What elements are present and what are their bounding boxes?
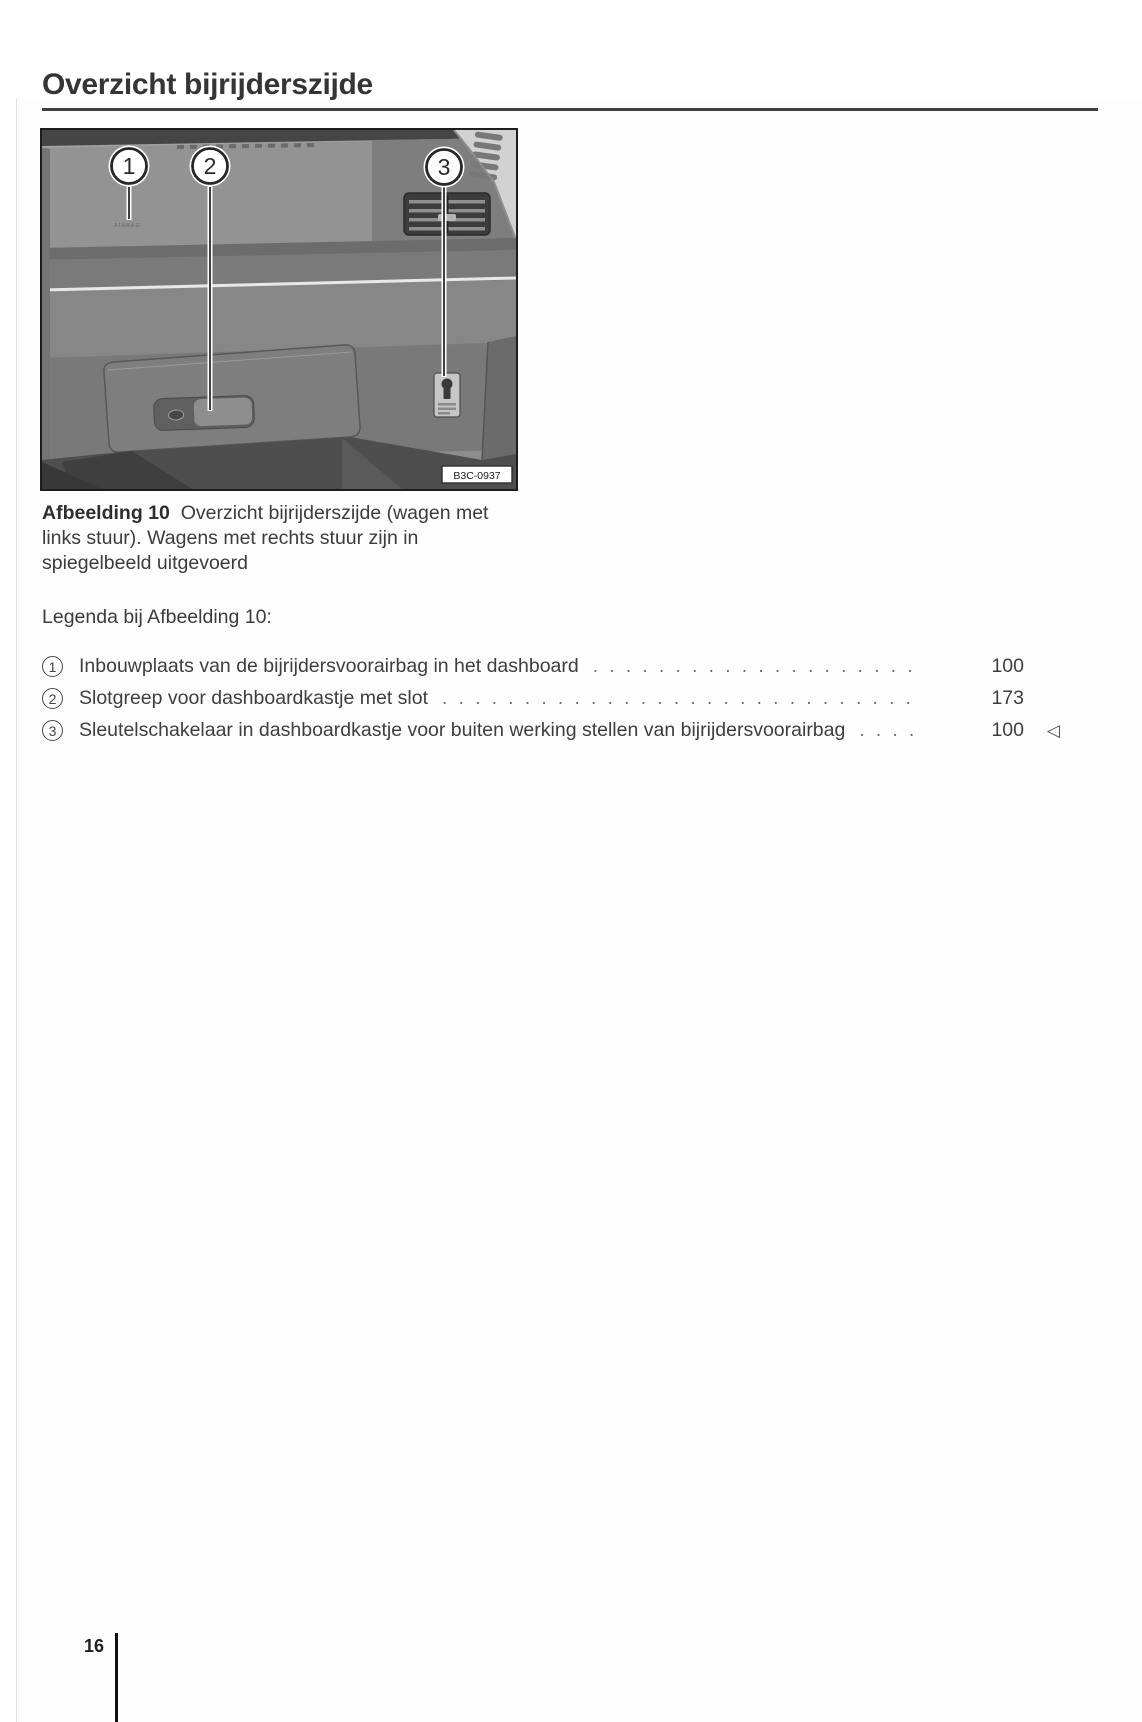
legend-item: [42, 687, 1060, 710]
legend-item-page-ref: 100: [991, 719, 1024, 741]
callout-1-marker: [109, 146, 150, 187]
callout-2-number: 2: [203, 153, 217, 179]
legend-item: [42, 719, 1060, 742]
callout-2-marker: [190, 146, 231, 187]
dashboard-photo: [42, 130, 516, 489]
legend-item-number-circle: 2: [42, 688, 63, 709]
figure-caption: [42, 501, 500, 576]
title-rule: [42, 108, 1098, 111]
figure-caption-text: Overzicht bijrijderszijde (wagen met links stuur). Wagens met rechts stuur zijn in spiegelbeeld uitgevoerd: [42, 502, 489, 574]
page-title: Overzicht bijrijderszijde: [42, 68, 373, 101]
figure-code-label: [442, 466, 512, 483]
legend-item-page-ref: 173: [991, 687, 1024, 709]
dot-leader: [593, 656, 920, 678]
footer-rule: [115, 1633, 118, 1722]
legend-item: [42, 655, 1060, 678]
air-vent: [404, 193, 490, 235]
legend-item-text: Slotgreep voor dashboardkastje met slot: [79, 687, 429, 709]
legend-list: [42, 655, 1060, 742]
callout-3-marker: [424, 147, 465, 188]
footer-page-number: 16: [84, 1636, 105, 1656]
section-end-marker: ◁: [1046, 721, 1060, 740]
figure-caption-label: Afbeelding 10: [42, 502, 170, 524]
legend-item-text: Inbouwplaats van de bijrijdersvoorairbag in het dashboard: [79, 655, 579, 677]
dashboard-figure: [40, 128, 518, 491]
dot-leader: [442, 688, 920, 710]
manual-page: [0, 68, 1142, 1656]
legend-item-number-circle: 1: [42, 656, 63, 677]
legend-item-page-ref: 100: [991, 655, 1024, 677]
glovebox-handle: [153, 395, 254, 430]
legend-item-text: Sleutelschakelaar in dashboardkastje voor buiten werking stellen van bijrijdersvoorairbag: [79, 719, 846, 741]
legend-item-number-circle: 3: [42, 720, 63, 741]
airbag-stamp: AIRBAG: [114, 223, 141, 229]
callout-3-number: 3: [437, 154, 451, 180]
dot-leader: [859, 720, 920, 742]
key-switch: [434, 373, 460, 417]
callout-1-number: 1: [122, 153, 136, 179]
legend-heading: Legenda bij Afbeelding 10:: [42, 606, 272, 628]
figure-code-text: B3C-0937: [453, 470, 501, 482]
